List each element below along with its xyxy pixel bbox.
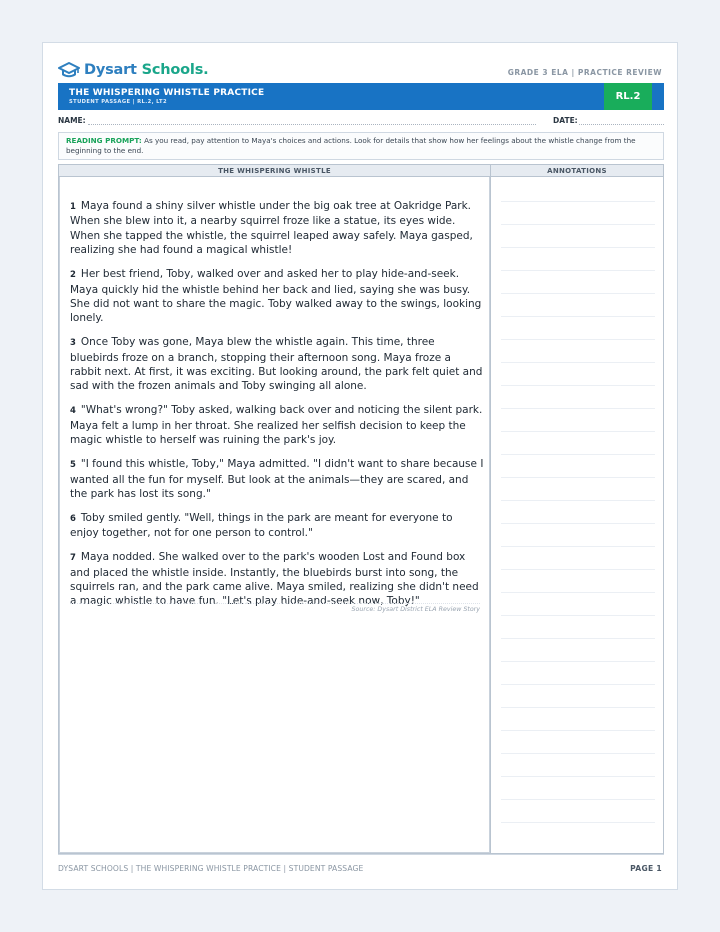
paragraph-text: Maya nodded. She walked over to the park's wooden Lost and Found box and placed the whistle inside. Instantly, the bluebirds burst into song, the squirrels ran, and the park came alive. Maya smiled, realizing she didn't need a magic whistle to have fun. "Let's play hide-and-seek now, Toby!" [70,551,479,608]
annotation-line [501,270,655,271]
footer-divider [58,854,664,855]
story-paragraph [70,403,484,447]
annotation-line [501,362,655,363]
paragraph-text: "I found this whistle, Toby," Maya admitted. "I didn't want to share because I wanted all the fun for myself. But look at the animals—they are scared, and the park has lost its song." [70,458,484,500]
paragraph-number: 6 [70,513,76,524]
story-paragraph [70,511,484,541]
paragraph-number: 2 [70,270,76,281]
annotation-line [501,684,655,685]
annotation-line [501,730,655,731]
annotation-line [501,293,655,294]
date-label: DATE: [553,116,578,125]
title-banner [58,83,664,110]
annotation-line [501,477,655,478]
reading-prompt-label: READING PROMPT: [66,136,142,145]
annotation-line [501,247,655,248]
paragraph-text: Maya found a shiny silver whistle under the big oak tree at Oakridge Park. When she blew into it, a nearby squirrel froze like a statue, its eyes wide. When she tapped the whistle, the squirrel leaped away safely. Maya gasped, realizing she had found a magical whistle! [70,200,473,257]
annotation-line [501,569,655,570]
paragraph-text: Toby smiled gently. "Well, things in the park are meant for everyone to enjoy together, not for one person to control." [70,511,453,540]
annotation-line [501,776,655,777]
standard-badge: RL.2 [604,83,652,110]
brand-name [84,62,208,78]
worksheet-title: THE WHISPERING WHISTLE PRACTICE [69,88,265,98]
annotation-line [501,339,655,340]
graduation-cap-icon [58,61,80,79]
annotation-line [501,615,655,616]
annotation-line [501,753,655,754]
story-source: Source: Dysart District ELA Review Story [351,606,480,613]
annotation-line [501,523,655,524]
paragraph-number: 5 [70,460,76,471]
passage-table [58,164,664,854]
story-paragraph [70,199,484,258]
annotation-line [501,316,655,317]
student-info-row [58,116,664,126]
annotation-line [501,799,655,800]
story-column-header: THE WHISPERING WHISTLE [59,165,491,177]
paragraph-text: Her best friend, Toby, walked over and asked her to play hide-and-seek. Maya quickly hid the whistle behind her back and lied, saying she was busy. She did not want to share the magic. Toby walked away to the swings, looking lonely. [70,268,482,325]
source-divider [70,603,480,604]
worksheet-subtitle: STUDENT PASSAGE | RL.2, LT2 [69,99,167,105]
paragraph-number: 3 [70,338,76,349]
brand-name-dysart: Dysart [84,62,137,78]
reading-prompt-text: As you read, pay attention to Maya's choices and actions. Look for details that show how her feelings about the whistle change from the beginning to the end. [66,136,636,155]
annotations-cell[interactable] [491,177,663,853]
grade-info: GRADE 3 ELA | PRACTICE REVIEW [507,68,662,77]
date-field[interactable] [579,124,664,125]
annotation-line [501,224,655,225]
annotations-column-header: ANNOTATIONS [491,165,663,177]
story-cell [59,177,491,853]
paragraph-number: 7 [70,553,76,564]
annotation-line [501,431,655,432]
annotation-line [501,592,655,593]
brand-name-schools: Schools. [136,62,209,78]
paragraph-number: 1 [70,202,76,212]
paragraph-text: "What's wrong?" Toby asked, walking back over and noticing the silent park. Maya felt a lump in her throat. She realized her selfish decision to keep the magic whistle to herself was ruining the park's joy. [70,404,483,447]
annotation-line [501,201,655,202]
annotation-line [501,454,655,455]
worksheet-page [42,42,678,890]
paragraph-text: Once Toby was gone, Maya blew the whistle again. This time, three bluebirds froze on a branch, stopping their afternoon song. Maya froze a rabbit next. At first, it was exciting. But looking around, the park felt quiet and sad with the frozen animals and Toby swinging all alone. [70,336,483,393]
paragraph-number: 4 [70,406,76,417]
story-paragraph [70,550,484,609]
annotation-line [501,546,655,547]
annotation-line [501,500,655,501]
annotation-line [501,638,655,639]
story-paragraph [70,457,484,501]
story-paragraph [70,335,484,394]
annotation-line [501,385,655,386]
story-paragraph [70,267,484,326]
annotation-line [501,822,655,823]
story-text [70,199,484,618]
reading-prompt [58,132,664,160]
page-number: PAGE 1 [630,864,662,873]
name-field[interactable] [88,124,536,125]
annotation-line [501,707,655,708]
annotation-line [501,408,655,409]
annotation-line [501,661,655,662]
brand-logo [58,60,208,80]
name-label: NAME: [58,116,86,125]
footer-text: DYSART SCHOOLS | THE WHISPERING WHISTLE PRACTICE | STUDENT PASSAGE [58,864,364,873]
